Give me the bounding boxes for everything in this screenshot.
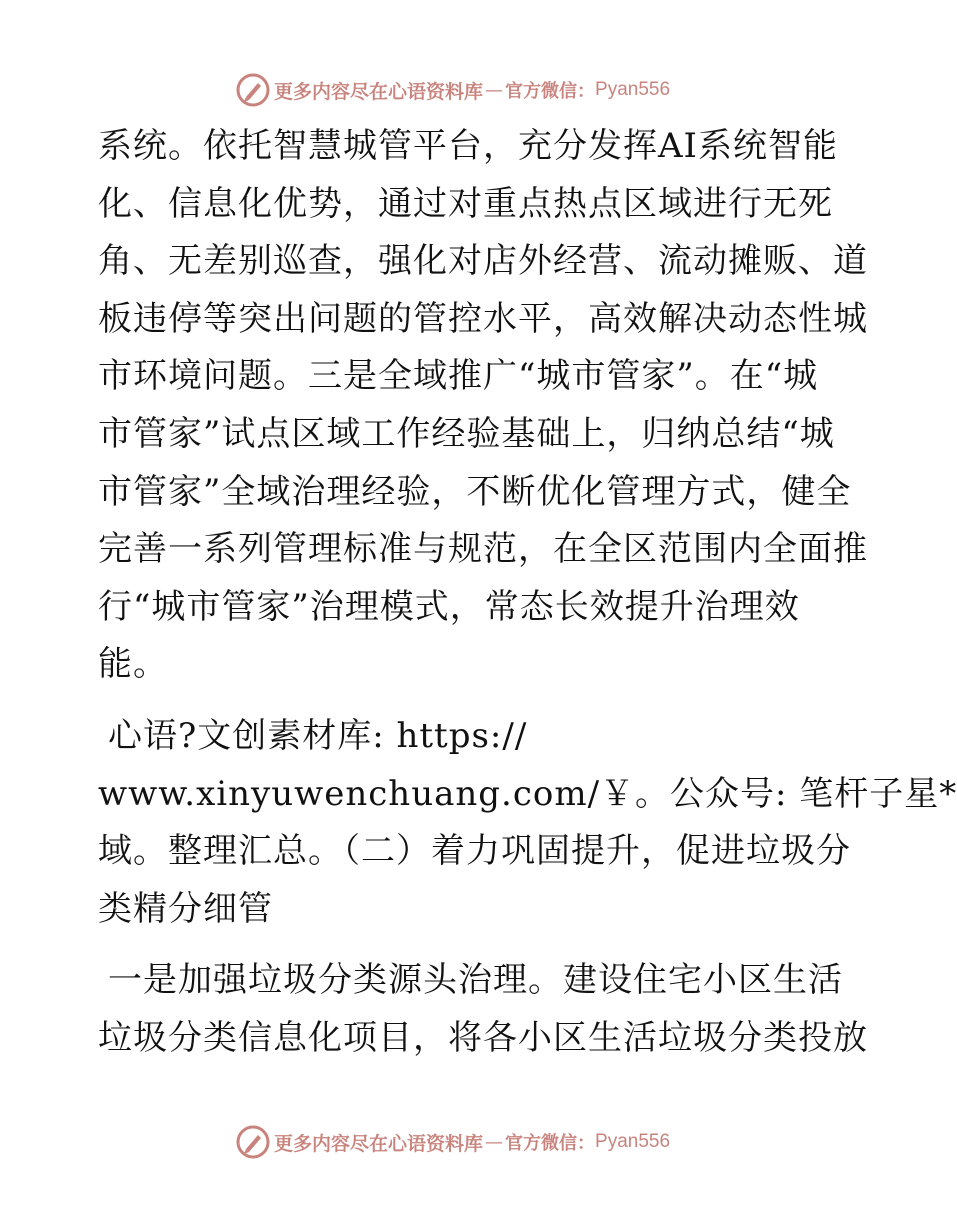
text-line: 角、无差别巡查，强化对店外经营、流动摊贩、道 (98, 241, 868, 282)
text-line: 完善一系列管理标准与规范，在全区范围内全面推 (98, 529, 868, 570)
text-line: 市管家”试点区域工作经验基础上，归纳总结“城 (98, 413, 835, 454)
watermark-text: 更多内容尽在心语资料库 (274, 80, 484, 103)
watermark-footer (236, 1124, 716, 1160)
watermark-header (236, 72, 716, 108)
paragraph-2 (98, 708, 957, 938)
document-body (98, 118, 957, 1068)
watermark-separator: — (485, 79, 504, 101)
text-line: 系统。依托智慧城管平台，充分发挥AI系统智能 (98, 126, 838, 166)
watermark-id: Pyan556 (595, 79, 671, 100)
watermark-separator: — (485, 1131, 504, 1153)
text-line: 化、信息化优势，通过对重点热点区域进行无死 (98, 183, 833, 224)
text-line: 类精分细管 (98, 888, 273, 929)
text-line: 域。整理汇总。（二）着力巩固提升，促进垃圾分 (98, 831, 851, 872)
paragraph-3 (98, 952, 868, 1067)
watermark-label: 官方微信： (505, 81, 596, 102)
paragraph-gap (98, 694, 858, 708)
pen-logo-icon (236, 73, 270, 107)
watermark-label: 官方微信： (505, 1133, 596, 1154)
text-line: 垃圾分类信息化项目，将各小区生活垃圾分类投放 (98, 1017, 868, 1058)
paragraph-gap (98, 938, 858, 952)
text-line: www.xinyuwenchuang.com/￥。公众号: 笔杆子星* (98, 773, 957, 814)
text-line: 板违停等突出问题的管控水平，高效解决动态性城 (98, 298, 868, 339)
text-line: 市环境问题。三是全域推广“城市管家”。在“城 (98, 356, 819, 397)
paragraph-1 (98, 118, 868, 694)
text-line: 一是加强垃圾分类源头治理。建设住宅小区生活 (108, 960, 843, 1001)
text-line: 能。 (98, 644, 168, 685)
watermark-text: 更多内容尽在心语资料库 (274, 1132, 484, 1155)
pen-logo-icon (236, 1125, 270, 1159)
text-line: 行“城市管家”治理模式，常态长效提升治理效 (98, 586, 800, 627)
text-line: 市管家”全域治理经验，不断优化管理方式，健全 (98, 471, 852, 512)
text-line: 心语?文创素材库: https:// (108, 715, 528, 756)
watermark-id: Pyan556 (595, 1131, 671, 1152)
